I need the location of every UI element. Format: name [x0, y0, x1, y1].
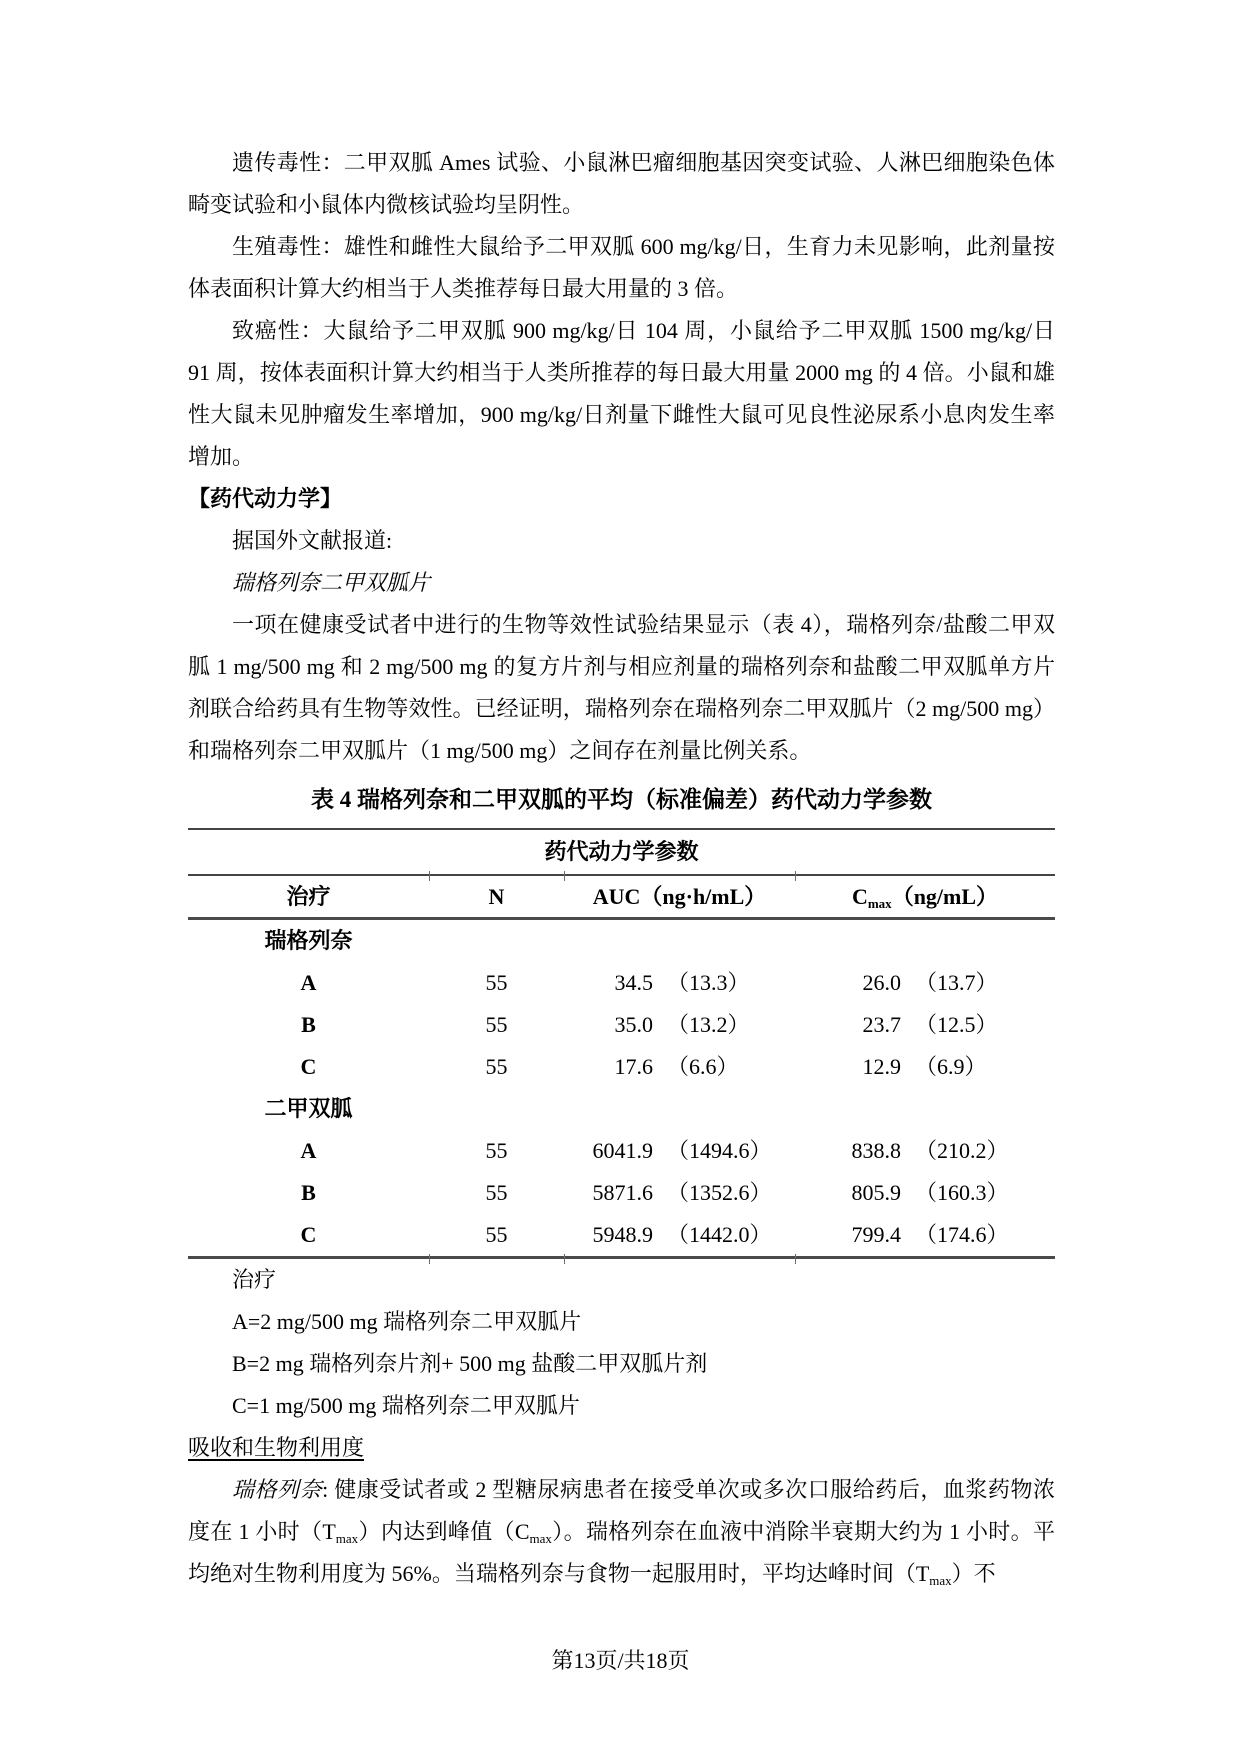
cell-cmax-value: 805.9: [851, 1180, 901, 1205]
cell-treatment: A: [300, 1138, 317, 1163]
cell-cmax-sd: （6.9）: [915, 1054, 987, 1079]
cell-auc-sd: （1442.0）: [667, 1222, 772, 1247]
cell-cmax: [795, 1046, 1055, 1088]
cmax-subscript: max: [529, 1531, 552, 1546]
column-header-auc: AUC（ng·h/mL）: [592, 884, 767, 909]
section-heading-pharmacokinetics: 【药代动力学】: [188, 486, 343, 511]
tmax-subscript: max: [335, 1531, 359, 1546]
cell-treatment: B: [301, 1012, 316, 1037]
cmax-symbol: C: [851, 884, 868, 909]
paragraph-literature-note: 据国外文献报道:: [232, 528, 393, 553]
table-footnote-a: A=2 mg/500 mg 瑞格列奈二甲双胍片: [232, 1309, 582, 1334]
cell-auc: [564, 1214, 795, 1256]
column-divider-tick: [564, 871, 565, 881]
cell-auc-value: 34.5: [614, 970, 653, 995]
table-section-label: 二甲双胍: [264, 1096, 353, 1121]
cell-auc: [564, 1004, 795, 1046]
page-content: [188, 142, 1055, 1595]
cell-treatment: C: [300, 1222, 317, 1247]
column-divider-tick: [795, 1254, 796, 1264]
paragraph-genotoxicity: 遗传毒性：二甲双胍 Ames 试验、小鼠淋巴瘤细胞基因突变试验、人淋巴细胞染色体畸变试验和小鼠体内微核试验均呈阴性。: [188, 150, 1055, 217]
table-row: [188, 1130, 1055, 1172]
absorption-text: ）内达到峰值（C: [358, 1519, 530, 1544]
absorption-text: : 健康受试者或 2 型糖尿病患者在接受单次或多次口服给药后，血浆药物浓度在 1 小时（T: [188, 1477, 1055, 1544]
cell-auc-value: 17.6: [614, 1054, 653, 1079]
table-top-rule: [188, 828, 1055, 830]
cell-treatment: C: [300, 1054, 317, 1079]
table-footnote-b: B=2 mg 瑞格列奈片剂+ 500 mg 盐酸二甲双胍片剂: [232, 1351, 708, 1376]
cell-cmax-value: 838.8: [851, 1138, 901, 1163]
cell-auc-sd: （6.6）: [667, 1054, 739, 1079]
cell-n: 55: [485, 1138, 508, 1163]
paragraph-bioequivalence: 一项在健康受试者中进行的生物等效性试验结果显示（表 4），瑞格列奈/盐酸二甲双胍 1 mg/500 mg 和 2 mg/500 mg 的复方片剂与相应剂量的瑞格列奈和盐酸二甲双胍单方片剂联合给药具有生物等效性。已经证明，瑞格列奈在瑞格列奈二甲双胍片（2 mg/500 mg）和瑞格列奈二甲双胍片（1 mg/500 mg）之间存在剂量比例关系。: [188, 612, 1055, 763]
cell-cmax-value: 26.0: [862, 970, 901, 995]
cell-auc-sd: （1494.6）: [667, 1138, 772, 1163]
cell-cmax: [795, 1214, 1055, 1256]
column-divider-tick: [564, 1254, 565, 1264]
cell-cmax-value: 23.7: [862, 1012, 901, 1037]
table-section-row: [188, 920, 1055, 962]
cell-cmax: [795, 1004, 1055, 1046]
absorption-heading: [188, 1427, 1055, 1469]
table-group-header: 药代动力学参数: [544, 839, 699, 864]
cell-treatment: A: [300, 970, 317, 995]
pk-table: [188, 828, 1055, 1259]
table-row: [188, 962, 1055, 1004]
table-4-title: 表 4 瑞格列奈和二甲双胍的平均（标准偏差）药代动力学参数: [311, 787, 932, 812]
column-divider-tick: [429, 871, 430, 881]
table-header-bottom-rule: [188, 917, 1055, 920]
table-mid-rule: [188, 874, 1055, 876]
cell-cmax-sd: （210.2）: [915, 1138, 1009, 1163]
table-section-label: 瑞格列奈: [264, 928, 353, 953]
cell-auc: [564, 1046, 795, 1088]
cell-cmax-value: 799.4: [851, 1222, 901, 1247]
table-row: [188, 1004, 1055, 1046]
cell-n: 55: [485, 970, 508, 995]
cell-cmax: [795, 1172, 1055, 1214]
tmax-subscript: max: [929, 1573, 952, 1588]
cell-treatment: B: [301, 1180, 316, 1205]
absorption-heading-text: 吸收和生物利用度: [188, 1435, 365, 1460]
cell-auc-sd: （13.3）: [667, 970, 750, 995]
cell-cmax: [795, 1130, 1055, 1172]
cell-cmax-sd: （13.7）: [915, 970, 998, 995]
cell-cmax-sd: （12.5）: [915, 1012, 998, 1037]
cell-n: 55: [485, 1180, 508, 1205]
table-footnote-c: C=1 mg/500 mg 瑞格列奈二甲双胍片: [232, 1393, 580, 1418]
absorption-lead-italic: 瑞格列奈: [232, 1477, 323, 1502]
column-header-treatment: 治疗: [286, 884, 331, 909]
cell-cmax: [795, 962, 1055, 1004]
cell-auc: [564, 1130, 795, 1172]
column-header-n: N: [488, 884, 505, 909]
cell-n: 55: [485, 1222, 508, 1247]
cell-cmax-sd: （174.6）: [915, 1222, 1009, 1247]
table-row: [188, 1046, 1055, 1088]
pk-table-rows: [188, 920, 1055, 1256]
cell-auc-value: 6041.9: [592, 1138, 653, 1163]
paragraph-reproductive-toxicity: 生殖毒性：雄性和雌性大鼠给予二甲双胍 600 mg/kg/日，生育力未见影响，此剂量按体表面积计算大约相当于人类推荐每日最大用量的 3 倍。: [188, 234, 1055, 301]
cell-n: 55: [485, 1054, 508, 1079]
table-row: [188, 1172, 1055, 1214]
table-section-row: [188, 1088, 1055, 1130]
cell-auc-sd: （13.2）: [667, 1012, 750, 1037]
cmax-unit: （ng/mL）: [891, 884, 999, 909]
column-divider-tick: [429, 1254, 430, 1264]
table-footnote-label: 治疗: [232, 1267, 277, 1292]
cell-n: 55: [485, 1012, 508, 1037]
cell-auc-value: 35.0: [614, 1012, 653, 1037]
cell-auc-value: 5948.9: [592, 1222, 653, 1247]
column-header-cmax: [795, 876, 1055, 917]
table-bottom-rule: [188, 1256, 1055, 1259]
paragraph-absorption: [188, 1469, 1055, 1595]
cell-auc: [564, 962, 795, 1004]
cell-cmax-sd: （160.3）: [915, 1180, 1009, 1205]
cell-auc: [564, 1172, 795, 1214]
cell-cmax-value: 12.9: [862, 1054, 901, 1079]
cell-auc-value: 5871.6: [592, 1180, 653, 1205]
table-row: [188, 1214, 1055, 1256]
absorption-text: ）不: [951, 1561, 996, 1586]
cmax-subscript: max: [867, 896, 892, 911]
cell-auc-sd: （1352.6）: [667, 1180, 772, 1205]
paragraph-carcinogenicity: 致癌性：大鼠给予二甲双胍 900 mg/kg/日 104 周，小鼠给予二甲双胍 1500 mg/kg/日 91 周，按体表面积计算大约相当于人类所推荐的每日最大用量 2000 mg 的 4 倍。小鼠和雄性大鼠未见肿瘤发生率增加，900 mg/kg/日剂量下雌性大鼠可见良性泌尿系小息肉发生率增加。: [188, 318, 1055, 469]
page-footer: 第13页/共18页: [551, 1648, 690, 1673]
absorption-text: ）。瑞格列奈在血液中消除半衰期大约为 1 小时。平均绝对生物利用度为 56%。当瑞格列奈与食物一起服用时，平均达峰时间（T: [188, 1519, 1055, 1586]
table-header-row: [188, 876, 1055, 917]
column-divider-tick: [795, 871, 796, 881]
product-name-line: 瑞格列奈二甲双胍片: [232, 570, 431, 595]
